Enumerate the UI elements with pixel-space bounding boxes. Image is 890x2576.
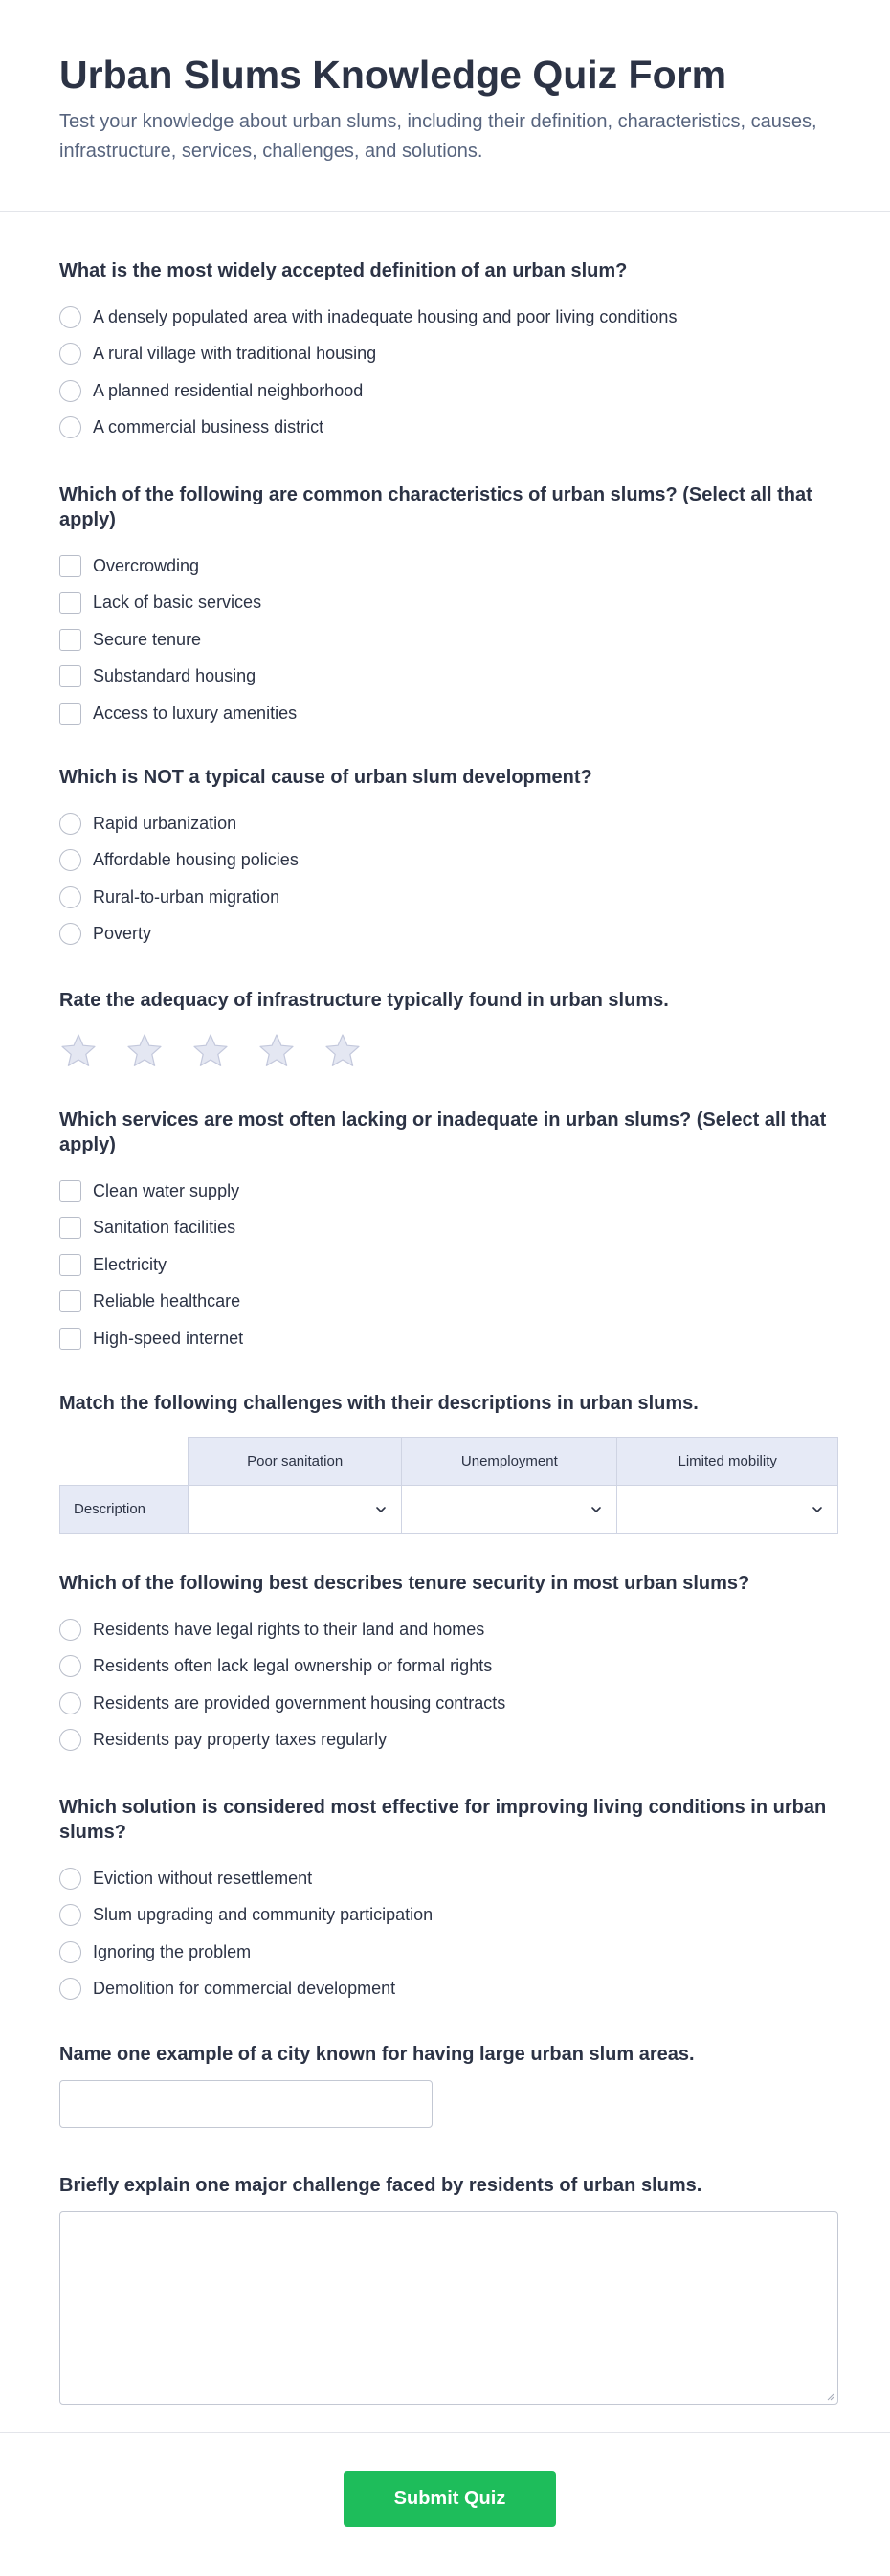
question-label: What is the most widely accepted definition of an urban slum? <box>59 260 628 281</box>
matrix-column-header: Limited mobility <box>617 1438 838 1486</box>
star-icon[interactable] <box>257 1032 296 1070</box>
question-services <box>59 1108 838 1357</box>
star-icon[interactable] <box>59 1032 98 1070</box>
option-label: Residents have legal rights to their land and homes <box>93 1619 485 1639</box>
option-label: Residents are provided government housing contracts <box>93 1692 506 1713</box>
checkbox-group <box>59 1173 838 1357</box>
option-label: A commercial business district <box>93 417 324 437</box>
question-label: Which is NOT a typical cause of urban slum development? <box>59 767 592 788</box>
radio-button[interactable] <box>59 813 81 835</box>
radio-button[interactable] <box>59 1655 81 1677</box>
form-title: Urban Slums Knowledge Quiz Form <box>59 53 727 97</box>
option-label: Access to luxury amenities <box>93 703 298 723</box>
option-label: Ignoring the problem <box>93 1941 252 1961</box>
radio-option[interactable] <box>59 916 838 953</box>
option-label: Residents often lack legal ownership or formal rights <box>93 1656 493 1676</box>
radio-option[interactable] <box>59 336 838 373</box>
option-label: A densely populated area with inadequate housing and poor living conditions <box>93 306 678 326</box>
question-label: Which services are most often lacking or inadequate in urban slums? (Select all that apply) <box>59 1109 827 1155</box>
option-label: Substandard housing <box>93 666 256 686</box>
question-label: Which of the following are common characteristics of urban slums? (Select all that apply) <box>59 484 812 530</box>
checkbox[interactable] <box>59 1180 81 1202</box>
checkbox-option[interactable] <box>59 1173 838 1210</box>
matrix-cell <box>189 1486 402 1534</box>
radio-button[interactable] <box>59 849 81 871</box>
option-label: Residents pay property taxes regularly <box>93 1730 388 1750</box>
form-description: Test your knowledge about urban slums, including their definition, characteristics, causes, infrastructure, services, challenges, and solutions. <box>59 111 817 162</box>
checkbox-option[interactable] <box>59 548 838 585</box>
checkbox-option[interactable] <box>59 1210 838 1247</box>
matrix-column-header: Unemployment <box>402 1438 617 1486</box>
radio-option[interactable] <box>59 372 838 410</box>
radio-button[interactable] <box>59 1619 81 1641</box>
radio-button[interactable] <box>59 1904 81 1926</box>
matrix-dropdown[interactable] <box>189 1487 401 1533</box>
option-label: Poverty <box>93 924 152 944</box>
option-label: Electricity <box>93 1254 167 1274</box>
star-rating <box>59 1032 838 1070</box>
checkbox[interactable] <box>59 592 81 614</box>
radio-option[interactable] <box>59 1722 838 1759</box>
chevron-down-icon <box>590 1503 603 1516</box>
form-footer <box>0 2432 890 2576</box>
radio-option[interactable] <box>59 1860 838 1897</box>
radio-button[interactable] <box>59 1692 81 1714</box>
question-challenges-matrix <box>59 1391 838 1534</box>
city-name-input[interactable] <box>59 2080 433 2128</box>
radio-group <box>59 805 838 952</box>
star-icon[interactable] <box>323 1032 362 1070</box>
radio-button[interactable] <box>59 1729 81 1751</box>
matrix-cell <box>402 1486 617 1534</box>
checkbox-option[interactable] <box>59 621 838 659</box>
radio-option[interactable] <box>59 1934 838 1971</box>
matrix-column-header: Poor sanitation <box>189 1438 402 1486</box>
question-label: Which solution is considered most effective for improving living conditions in urban slums? <box>59 1797 827 1843</box>
option-label: Overcrowding <box>93 555 200 575</box>
checkbox-option[interactable] <box>59 695 838 732</box>
chevron-down-icon <box>811 1503 824 1516</box>
checkbox[interactable] <box>59 629 81 651</box>
question-solutions <box>59 1795 838 2007</box>
question-infrastructure-rating <box>59 988 838 1070</box>
radio-button[interactable] <box>59 1978 81 2000</box>
radio-group <box>59 1611 838 1758</box>
checkbox-option[interactable] <box>59 1320 838 1357</box>
checkbox[interactable] <box>59 555 81 577</box>
checkbox[interactable] <box>59 1328 81 1350</box>
radio-option[interactable] <box>59 805 838 842</box>
checkbox[interactable] <box>59 1290 81 1312</box>
radio-option[interactable] <box>59 842 838 880</box>
option-label: Sanitation facilities <box>93 1218 236 1238</box>
option-label: High-speed internet <box>93 1328 244 1348</box>
question-label: Which of the following best describes tenure security in most urban slums? <box>59 1573 750 1594</box>
option-label: Affordable housing policies <box>93 850 299 870</box>
matrix-corner <box>60 1438 189 1486</box>
radio-button[interactable] <box>59 886 81 908</box>
star-icon[interactable] <box>191 1032 230 1070</box>
matrix-dropdown[interactable] <box>617 1487 837 1533</box>
resize-grip-icon[interactable] <box>825 2391 834 2401</box>
option-label: Rural-to-urban migration <box>93 886 280 907</box>
radio-option[interactable] <box>59 410 838 447</box>
checkbox[interactable] <box>59 703 81 725</box>
radio-option[interactable] <box>59 1971 838 2008</box>
radio-group <box>59 299 838 446</box>
radio-button[interactable] <box>59 343 81 365</box>
option-label: Rapid urbanization <box>93 813 237 833</box>
checkbox-option[interactable] <box>59 1246 838 1284</box>
option-label: Clean water supply <box>93 1180 240 1200</box>
radio-button[interactable] <box>59 923 81 945</box>
radio-option[interactable] <box>59 879 838 916</box>
checkbox[interactable] <box>59 665 81 687</box>
option-label: Lack of basic services <box>93 593 262 613</box>
checkbox-option[interactable] <box>59 659 838 696</box>
matrix-cell <box>617 1486 838 1534</box>
question-label: Match the following challenges with their descriptions in urban slums. <box>59 1393 699 1414</box>
question-major-challenge <box>59 2173 838 2405</box>
option-label: A rural village with traditional housing <box>93 344 377 364</box>
question-causes <box>59 765 838 952</box>
checkbox-option[interactable] <box>59 1284 838 1321</box>
question-label: Rate the adequacy of infrastructure typically found in urban slums. <box>59 990 669 1011</box>
radio-group <box>59 1860 838 2007</box>
radio-button[interactable] <box>59 1941 81 1963</box>
option-label: Eviction without resettlement <box>93 1868 313 1888</box>
option-label: Secure tenure <box>93 629 202 649</box>
question-label: Name one example of a city known for having large urban slum areas. <box>59 2044 695 2065</box>
option-label: A planned residential neighborhood <box>93 380 364 400</box>
option-label: Slum upgrading and community participation <box>93 1905 434 1925</box>
radio-button[interactable] <box>59 416 81 438</box>
radio-option[interactable] <box>59 1648 838 1686</box>
question-city-example <box>59 2042 838 2128</box>
checkbox[interactable] <box>59 1217 81 1239</box>
star-icon[interactable] <box>125 1032 164 1070</box>
radio-button[interactable] <box>59 306 81 328</box>
question-characteristics <box>59 482 838 732</box>
question-label: Briefly explain one major challenge faced by residents of urban slums. <box>59 2175 702 2196</box>
option-label: Reliable healthcare <box>93 1291 241 1311</box>
challenge-textarea[interactable] <box>59 2211 838 2405</box>
checkbox-option[interactable] <box>59 585 838 622</box>
radio-button[interactable] <box>59 1868 81 1890</box>
question-tenure-security <box>59 1571 838 1758</box>
checkbox-group <box>59 548 838 732</box>
option-label: Demolition for commercial development <box>93 1979 396 1999</box>
radio-option[interactable] <box>59 1897 838 1935</box>
radio-button[interactable] <box>59 380 81 402</box>
chevron-down-icon <box>374 1503 388 1516</box>
checkbox[interactable] <box>59 1254 81 1276</box>
radio-option[interactable] <box>59 1611 838 1648</box>
submit-quiz-button[interactable]: Submit Quiz <box>344 2471 556 2527</box>
question-definition <box>59 258 838 446</box>
matrix-table <box>59 1437 838 1534</box>
matrix-row-header: Description <box>60 1486 189 1534</box>
radio-option[interactable] <box>59 299 838 336</box>
form-header <box>0 0 890 212</box>
radio-option[interactable] <box>59 1685 838 1722</box>
matrix-dropdown[interactable] <box>402 1487 616 1533</box>
